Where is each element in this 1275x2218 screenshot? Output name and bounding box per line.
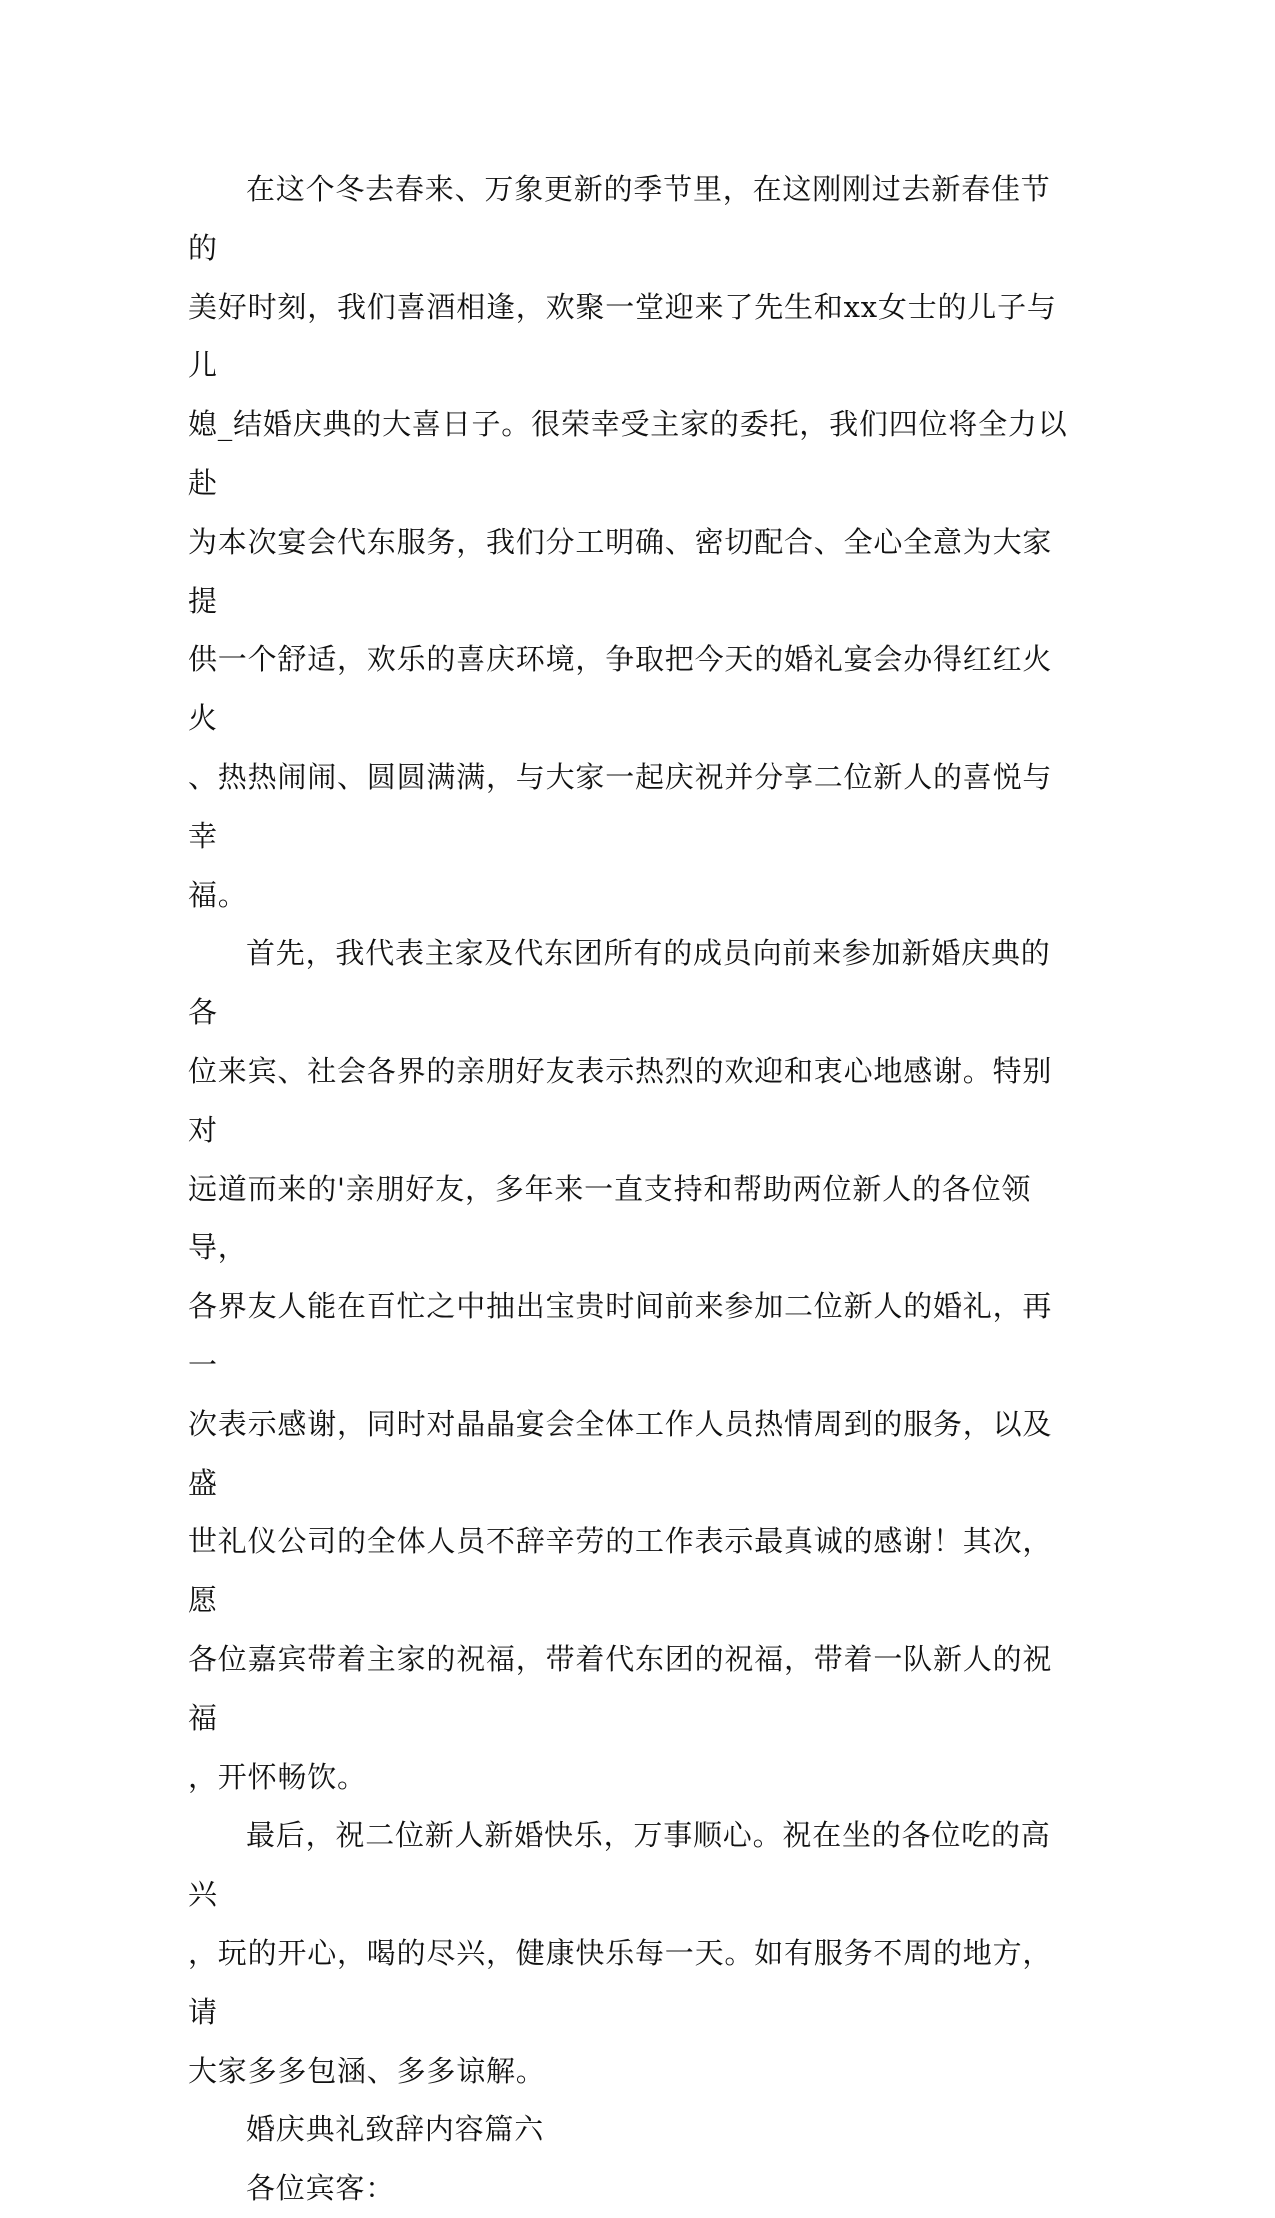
section-heading: 婚庆典礼致辞内容篇六 bbox=[246, 2112, 545, 2147]
paragraph-thanks: 首先，我代表主家及代东团所有的成员向前来参加新婚庆典的各 位来宾、社会各界的亲朋好友表示热烈的欢迎和衷心地感谢。特别对 远道而来的'亲朋好友，多年来一直支持和帮助两位新人的各位领导， 各界友人能在百忙之中抽出宝贵时间前来参加二位新人的婚礼，再一 次表示感谢，同时对晶晶宴会全体工作人员热情周到的服务，以及盛 世礼仪公司的全体人员不辞辛劳的工作表示最真诚的感谢！其次，愿 各位嘉宾带着主家的祝福，带着代东团的祝福，带着一队新人的祝福 ，开怀畅饮。 bbox=[188, 936, 1053, 1794]
paragraph-opening: 在这个冬去春来、万象更新的季节里，在这刚刚过去新春佳节的 美好时刻，我们喜酒相逢，欢聚一堂迎来了先生和xx女士的儿子与儿 媳_结婚庆典的大喜日子。很荣幸受主家的委托，我们四位将全力以赴 为本次宴会代东服务，我们分工明确、密切配合、全心全意为大家提 供一个舒适，欢乐的喜庆环境，争取把今天的婚礼宴会办得红红火火 、热热闹闹、圆圆满满，与大家一起庆祝并分享二位新人的喜悦与幸 福。 bbox=[188, 172, 1068, 912]
salutation: 各位宾客： bbox=[246, 2171, 396, 2206]
paragraph-closing: 最后，祝二位新人新婚快乐，万事顺心。祝在坐的各位吃的高兴 ，玩的开心，喝的尽兴，健康快乐每一天。如有服务不周的地方，请 大家多多包涵、多多谅解。 bbox=[188, 1818, 1053, 2088]
document-body bbox=[188, 160, 1068, 2218]
